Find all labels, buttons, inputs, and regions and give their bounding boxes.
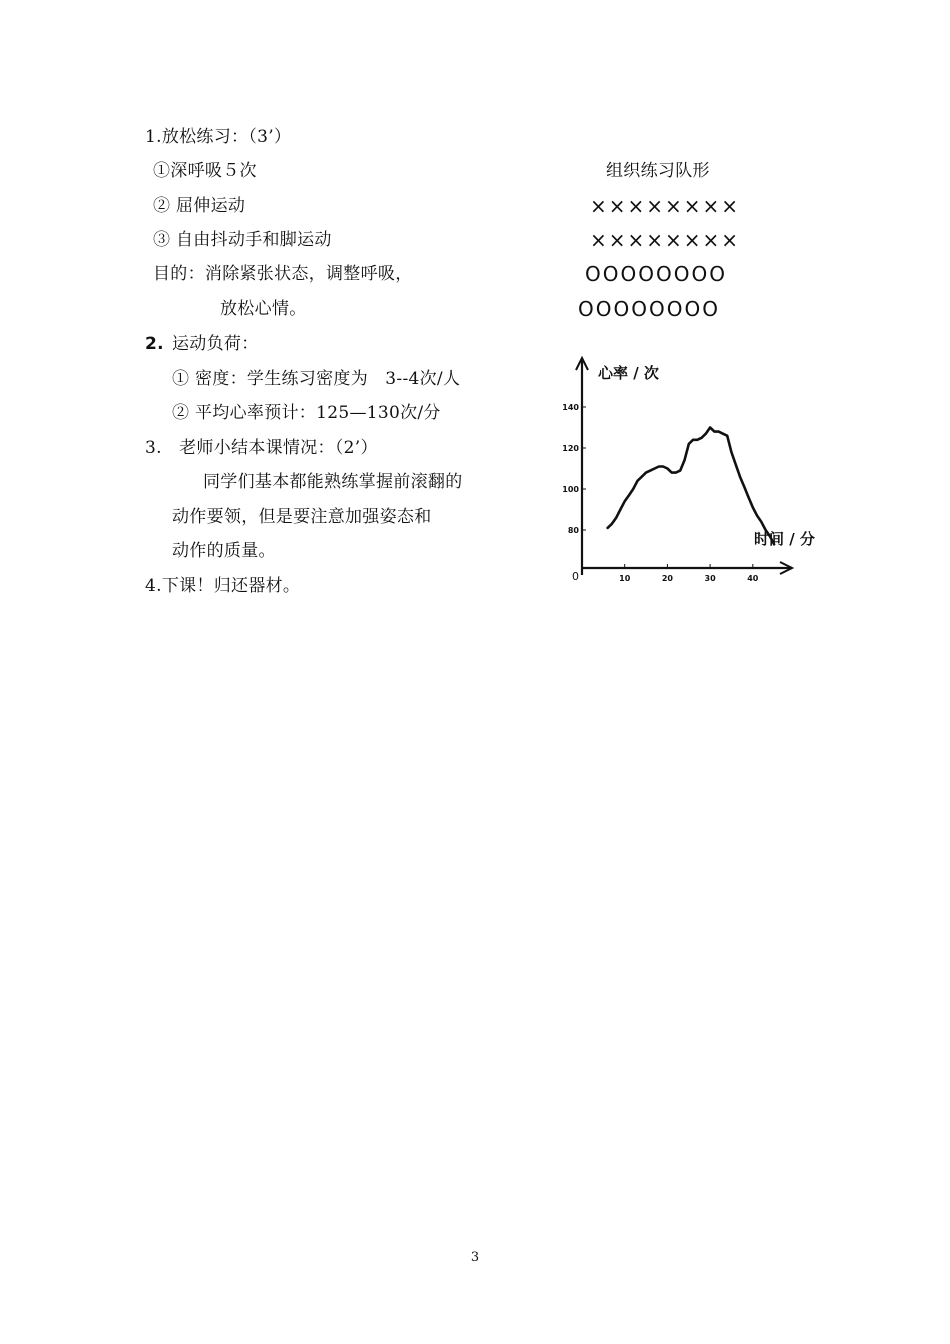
heart-rate-series-line	[608, 428, 775, 545]
heart-rate-chart	[560, 350, 830, 590]
section-1-item-2: ② 屈伸运动	[153, 196, 246, 216]
section-1-item-1: ①深呼吸５次	[153, 161, 257, 181]
formation-title: 组织练习队形	[606, 161, 710, 181]
page-number: 3	[470, 1250, 480, 1265]
formation-row-1: ××××××××	[590, 194, 741, 218]
y-tick-label: 140	[562, 403, 579, 412]
x-axis-label: 时间 / 分	[754, 530, 815, 548]
y-tick-label: 80	[567, 526, 579, 535]
section-1-title: 1.放松练习：（3’）	[145, 127, 292, 147]
section-2-item-1: ① 密度：学生练习密度为 3--4次/人	[172, 369, 461, 389]
section-4-title: 4.下课！归还器材。	[145, 576, 301, 596]
origin-label: 0	[572, 570, 579, 583]
section-1-purpose-line-1: 目的：消除紧张状态，调整呼吸，	[153, 264, 413, 284]
section-3-text-line-2: 动作要领，但是要注意加强姿态和	[172, 507, 432, 527]
formation-row-4: OOOOOOOO	[578, 297, 720, 321]
section-3-text-line-1: 同学们基本都能熟练掌握前滚翻的	[203, 472, 463, 492]
formation-row-2: ××××××××	[590, 228, 741, 252]
x-tick-label: 10	[619, 574, 631, 583]
section-3-text-line-3: 动作的质量。	[172, 541, 276, 561]
x-tick-label: 30	[704, 574, 716, 583]
section-2-title: 运动负荷：	[172, 334, 259, 354]
section-2-item-2: ② 平均心率预计：125—130次/分	[172, 403, 441, 423]
x-tick-label: 40	[747, 574, 759, 583]
y-tick-label: 100	[562, 485, 579, 494]
y-axis-label: 心率 / 次	[598, 364, 659, 382]
section-3-title: 3. 老师小结本课情况：（2’）	[145, 438, 378, 458]
formation-row-3: OOOOOOOO	[585, 262, 727, 286]
y-tick-label: 120	[562, 444, 579, 453]
section-2-number: 2.	[145, 334, 164, 354]
section-1-item-3: ③ 自由抖动手和脚运动	[153, 230, 332, 250]
x-tick-label: 20	[661, 574, 673, 583]
section-1-purpose-line-2: 放松心情。	[220, 299, 307, 319]
